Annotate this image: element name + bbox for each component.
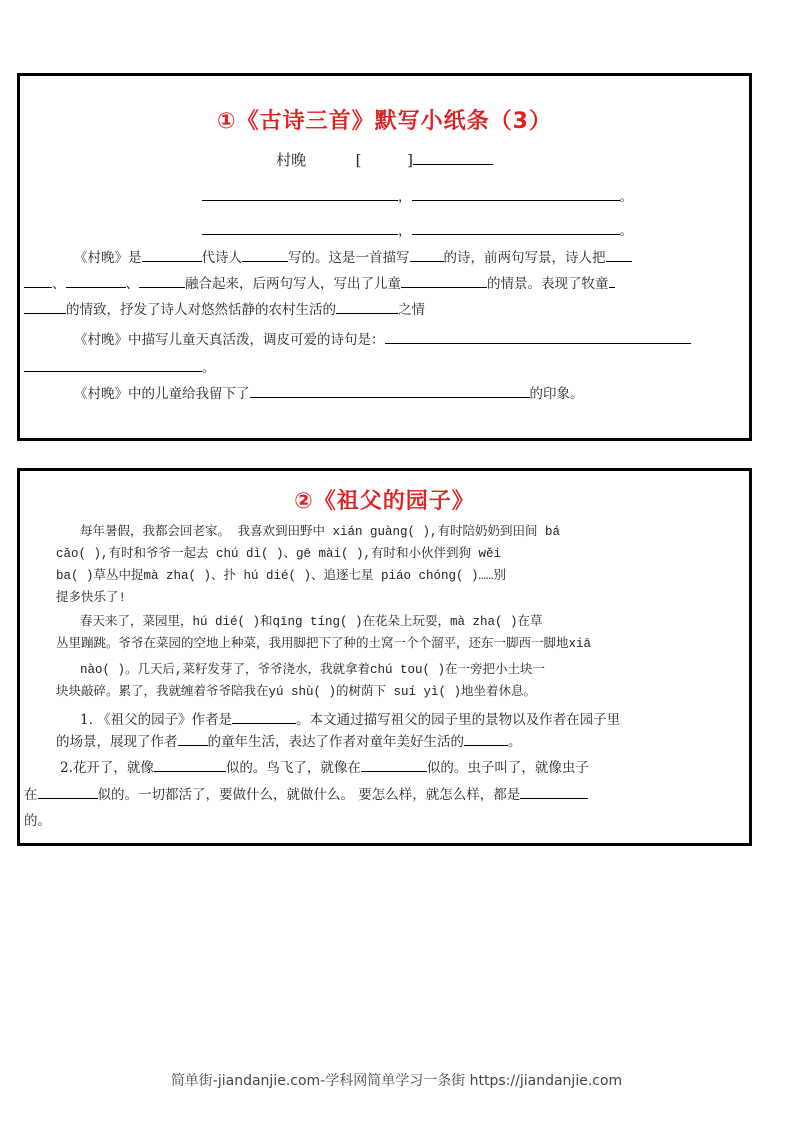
- fill-blank[interactable]: [24, 299, 66, 314]
- fill-blank[interactable]: [464, 731, 508, 746]
- fill-blank[interactable]: [24, 273, 52, 288]
- period: 。: [619, 189, 633, 205]
- question-line: [24, 784, 588, 805]
- fill-blank[interactable]: [385, 329, 691, 344]
- period: 。: [619, 223, 633, 239]
- fill-blank[interactable]: [232, 709, 296, 724]
- question-line: [56, 731, 522, 752]
- fill-blank[interactable]: [24, 357, 202, 372]
- fill-blank[interactable]: [178, 731, 208, 746]
- fill-blank[interactable]: [410, 247, 444, 262]
- fill-blank[interactable]: [154, 757, 226, 772]
- bracket-left: [: [355, 151, 362, 169]
- text: 《村晚》是: [74, 250, 142, 266]
- text: 代诗人: [201, 250, 242, 266]
- fill-blank[interactable]: [142, 247, 202, 262]
- text: 似的。一切都活了，要做什么，就做什么。 要怎么样，就怎么样，都是: [97, 787, 521, 803]
- fill-blank[interactable]: [139, 273, 185, 288]
- text: 《村晚》中描写儿童天真活泼，调皮可爱的诗句是：: [74, 332, 385, 348]
- paragraph-line: [24, 273, 615, 294]
- passage-line: ba( )草丛中捉mà zha( )、扑 hú dié( )、追逐七星 piáo chóng( )……别: [56, 569, 507, 583]
- fill-blank[interactable]: [609, 273, 615, 288]
- comma: ，: [398, 223, 412, 239]
- text: 、: [125, 276, 139, 292]
- fill-blank[interactable]: [361, 757, 427, 772]
- text: 似的。虫子叫了，就像虫子: [426, 760, 589, 776]
- section-title: ②《祖父的园子》: [294, 489, 475, 514]
- passage-line: cǎo( ),有时和爷爷一起去 chú dì( )、gē mài( ),有时和小伙伴到狗 wěi: [56, 547, 502, 561]
- poem-line-2: [202, 220, 633, 241]
- question-line: [74, 383, 584, 404]
- text: 。本文通过描写祖父的园子里的景物以及作者在园子里: [296, 712, 621, 728]
- text: 的情致，抒发了诗人对悠然恬静的农村生活的: [66, 302, 336, 318]
- paragraph-line: [74, 247, 632, 268]
- text: 《村晚》中的儿童给我留下了: [74, 386, 250, 402]
- question-line: [24, 357, 216, 378]
- poem-blank[interactable]: [412, 186, 620, 201]
- fill-blank[interactable]: [336, 299, 398, 314]
- comma: ，: [398, 189, 412, 205]
- text: 的场景，展现了作者: [56, 734, 178, 750]
- fill-blank[interactable]: [401, 273, 487, 288]
- text: 。: [508, 734, 522, 750]
- fill-blank[interactable]: [66, 273, 126, 288]
- worksheet-section-ancient-poems: [17, 73, 752, 441]
- footer-watermark: 简单街-jiandanjie.com-学科网简单学习一条街 https://jiandanjie.com: [170, 1073, 623, 1089]
- fill-blank[interactable]: [520, 784, 588, 799]
- poem-heading: [20, 149, 749, 170]
- worksheet-section-grandfather-garden: [17, 468, 752, 846]
- section-title: ①《古诗三首》默写小纸条（3）: [217, 109, 552, 134]
- passage-line: nào( )。几天后,菜籽发芽了，爷爷浇水，我就拿着chú tou( )在一旁把小土块一: [80, 663, 546, 677]
- paragraph-line: [24, 299, 425, 320]
- question-line: [80, 709, 620, 730]
- fill-blank[interactable]: [242, 247, 288, 262]
- fill-blank[interactable]: [38, 784, 98, 799]
- text: 。: [202, 360, 216, 376]
- poem-blank[interactable]: [412, 220, 620, 235]
- text: 融合起来，后两句写人，写出了儿童: [185, 276, 401, 292]
- fill-blank[interactable]: [606, 247, 632, 262]
- poem-line-1: [202, 186, 633, 207]
- question-line: [74, 329, 691, 350]
- text: 的印象。: [529, 386, 584, 402]
- text: 2.花开了，就像: [60, 760, 154, 776]
- passage-line: 丛里蹦跳。爷爷在菜园的空地上种菜，我用脚把下了种的土窝一个个溜平，还东一脚西一脚地xiā: [56, 637, 592, 651]
- text: 在: [24, 787, 38, 803]
- text: 的童年生活，表达了作者对童年美好生活的: [207, 734, 464, 750]
- passage-line: 块块敲碎。累了，我就缠着爷爷陪我在yú shù( )的树荫下 suí yì( )地坐着休息。: [56, 685, 537, 699]
- text: 之情: [398, 302, 425, 318]
- poem-blank[interactable]: [202, 220, 398, 235]
- bracket-right: ]: [407, 151, 413, 169]
- passage-line: 提多快乐了!: [56, 591, 127, 605]
- fill-blank[interactable]: [250, 383, 530, 398]
- text: 写的。这是一首描写: [288, 250, 410, 266]
- poem-blank[interactable]: [202, 186, 398, 201]
- question-line: [60, 757, 589, 778]
- passage-line: 春天来了，菜园里，hú dié( )和qīng tíng( )在花朵上玩耍，mà zha( )在草: [80, 615, 543, 629]
- passage-line: 每年暑假，我都会回老家。 我喜欢到田野中 xián guàng( ),有时陪奶奶到田间 bá: [80, 525, 561, 539]
- text: 1. 《祖父的园子》作者是: [80, 712, 233, 728]
- text: 、: [52, 276, 66, 292]
- text: 的诗，前两句写景，诗人把: [443, 250, 606, 266]
- text: 似的。鸟飞了，就像在: [225, 760, 361, 776]
- poem-title: 村晚: [276, 151, 307, 169]
- question-line: 的。: [24, 813, 51, 829]
- author-blank[interactable]: [413, 150, 493, 165]
- text: 的情景。表现了牧童: [487, 276, 609, 292]
